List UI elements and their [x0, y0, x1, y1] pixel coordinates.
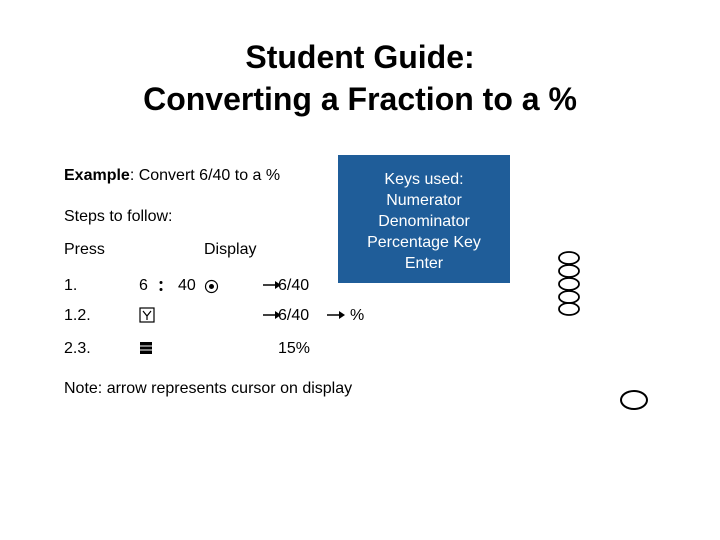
example-text: : Convert 6/40 to a %: [129, 167, 281, 184]
header-press: Press: [64, 241, 105, 258]
note-text: Note: arrow represents cursor on display: [64, 380, 353, 397]
display-value: 6/40: [278, 277, 310, 294]
example-line: [64, 167, 280, 185]
steps-heading: Steps to follow:: [64, 208, 173, 225]
key-numerator: 6: [139, 277, 148, 294]
divide-key-icon: [156, 280, 166, 292]
step-number: 1.: [64, 277, 78, 294]
oval-decoration: [620, 390, 648, 410]
keys-used-box: [338, 155, 510, 283]
cursor-arrow-icon: [326, 309, 346, 321]
keys-box-line: Enter: [404, 255, 444, 272]
header-display: Display: [204, 241, 257, 258]
title-line-1: Student Guide:: [245, 39, 475, 75]
percent-key-icon: [139, 307, 155, 323]
display-suffix: %: [350, 307, 365, 324]
keys-box-line: Numerator: [386, 192, 462, 209]
keys-box-line: Percentage Key: [367, 234, 481, 251]
display-value: 15%: [278, 340, 311, 357]
enter-key-icon: [139, 341, 153, 355]
page-title: [0, 36, 720, 120]
display-value: 6/40: [278, 307, 310, 324]
circle-dot-key-icon: [204, 279, 219, 294]
step-number: 1.2.: [64, 307, 91, 324]
keys-box-line: Denominator: [378, 213, 470, 230]
keys-box-line: Keys used:: [384, 171, 464, 188]
step-number: 2.3.: [64, 340, 91, 357]
example-label: Example: [64, 167, 130, 184]
title-line-2: Converting a Fraction to a %: [143, 81, 577, 117]
key-denominator: 40: [178, 277, 196, 294]
stacked-ovals-decoration: [556, 248, 582, 318]
